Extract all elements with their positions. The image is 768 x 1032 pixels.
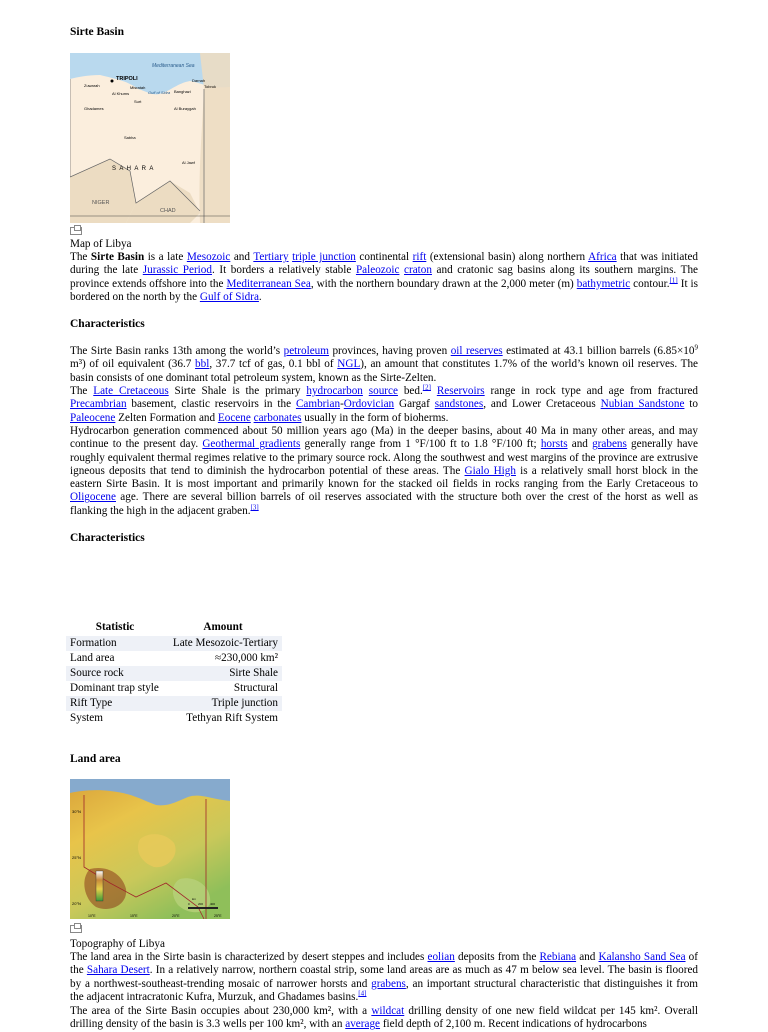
- text: basement, clastic reservoirs in the: [126, 398, 296, 411]
- scale-label: 0: [188, 902, 190, 906]
- section-heading-characteristics-2: Characteristics: [70, 532, 145, 544]
- text: to: [684, 398, 699, 411]
- link-cambrian[interactable]: Cambrian: [295, 398, 341, 411]
- table-cell: Formation: [66, 636, 164, 651]
- link-petroleum[interactable]: petroleum: [283, 345, 329, 357]
- text: , 37.7 tcf of gas, 0.1 bbl of: [209, 358, 338, 371]
- link-paleozoic[interactable]: Paleozoic: [355, 264, 400, 277]
- table-cell: Structural: [233, 681, 278, 694]
- link-reservoirs[interactable]: Reservoirs: [436, 385, 485, 397]
- text: -: [340, 398, 344, 411]
- paragraph-generation: [70, 425, 698, 518]
- text: Gargaf: [394, 398, 435, 411]
- map-label-darnah: Darnah: [192, 78, 206, 83]
- text: is a late: [144, 251, 187, 263]
- text: The: [70, 251, 91, 263]
- topo-lon-label: 15°E: [130, 914, 138, 918]
- map-label-chad: CHAD: [160, 208, 176, 214]
- link-oligocene[interactable]: Oligocene: [70, 491, 116, 504]
- link-precambrian[interactable]: Precambrian: [70, 398, 127, 411]
- link-horsts[interactable]: horsts: [540, 438, 568, 451]
- table-row: [66, 651, 282, 666]
- text: usually in the form of bioherms.: [301, 411, 449, 424]
- text: . In a relatively narrow, northern coastal strip, some land areas are as much as 47 m below sea level. The basin is floored by a northwest-southeast-trending mosaic of narrower horsts and: [70, 964, 699, 990]
- scale-label: 400: [210, 902, 216, 906]
- stats-table: [66, 620, 282, 726]
- scale-label: 200: [198, 902, 204, 906]
- page-title: Sirte Basin: [70, 26, 124, 38]
- text: m³) of oil equivalent (36.7: [70, 358, 196, 371]
- table-cell: Late Mesozoic-Tertiary: [164, 636, 282, 651]
- text: .: [258, 290, 262, 303]
- link-tertiary[interactable]: Tertiary: [253, 251, 289, 263]
- link-average[interactable]: average: [345, 1018, 381, 1031]
- table-cell: Rift Type: [66, 696, 164, 711]
- link-sahara[interactable]: Sahara Desert: [86, 964, 150, 977]
- text: field depth of 2,100 m. Recent indications of hydrocarbons: [380, 1018, 647, 1031]
- link-ordovician[interactable]: Ordovician: [343, 398, 395, 411]
- text: estimated at 43.1 billion barrels (6.85×10: [502, 345, 695, 357]
- link-ngl[interactable]: NGL: [337, 358, 361, 371]
- link-triple-junction[interactable]: triple junction: [292, 251, 356, 263]
- map-caption: Map of Libya: [70, 238, 132, 250]
- link-carbonates[interactable]: carbonates: [253, 411, 302, 424]
- link-eocene[interactable]: Eocene: [217, 411, 251, 424]
- link-mesozoic[interactable]: Mesozoic: [186, 251, 231, 263]
- text: generally have roughly equivalent thermal regimes relative to the primary source rock. Along the southwest and west margins of the province are extrusive igneous deposits that tend to diminish the hydrocarbon potential of these areas. The: [70, 438, 698, 477]
- text: ), an amount that constitutes 1.7% of the world’s known oil reserves. The basin consists of one dominant total petroleum system, known as the Sirte-Zelten.: [70, 358, 699, 384]
- bold-term: Sirte Basin: [90, 251, 145, 263]
- table-cell: Dominant trap style: [70, 681, 159, 694]
- map-label-niger: NIGER: [92, 200, 110, 206]
- link-sandstones[interactable]: sandstones: [434, 398, 484, 411]
- table-cell: System: [70, 711, 103, 724]
- topo-caption: Topography of Libya: [70, 938, 165, 950]
- paragraph-drilling: [70, 1005, 698, 1032]
- link-nubian-sandstone[interactable]: Nubian Sandstone: [600, 398, 685, 411]
- map-label-sabha: Sabha: [124, 135, 136, 140]
- topography-image: [70, 779, 230, 919]
- text: The: [70, 385, 94, 397]
- link-wildcat[interactable]: wildcat: [371, 1005, 405, 1017]
- link-jurassic[interactable]: Jurassic Period: [142, 264, 212, 277]
- map-label-sea: Mediterranean Sea: [152, 63, 195, 69]
- text: and cratonic sag basins along its southern margins. The province extends offshore into the: [70, 264, 698, 290]
- paragraph-source-rock: [70, 385, 698, 425]
- text: , an important structural characteristic that distinguishes it from the adjacent intracratonic Kufra, Murzuk, and Ghadames basins.: [70, 977, 698, 1003]
- text: Hydrocarbon generation commenced about 50 million years ago (Ma) in the deeper basins, about 40 Ma in many other areas, and may continue to the present day.: [70, 425, 698, 451]
- map-label-zuwarah: Zuwarah: [84, 83, 100, 88]
- topo-lon-label: 10°E: [88, 914, 96, 918]
- text: and: [567, 438, 593, 451]
- table-cell: Land area: [70, 651, 115, 664]
- text: (extensional basin) along northern: [426, 251, 589, 263]
- text: is a relatively small horst block in the eastern Sirte Basin. It is most important and primarily known for the stacked oil fields in rocks ranging from the Early Cretaceous to: [70, 464, 699, 491]
- map-label-tripoli: TRIPOLI: [116, 76, 138, 82]
- text: and: [230, 251, 254, 263]
- link-grabens[interactable]: grabens: [592, 438, 627, 451]
- topo-lon-label: 20°E: [172, 914, 180, 918]
- scale-unit: km: [192, 897, 196, 901]
- ref-link[interactable]: [3]: [250, 503, 259, 512]
- link-bbl[interactable]: bbl: [195, 358, 210, 371]
- link-africa[interactable]: Africa: [588, 251, 617, 263]
- link-paleocene[interactable]: Paleocene: [70, 411, 116, 424]
- table-row: [66, 696, 282, 711]
- text: The land area in the Sirte basin is characterized by desert steppes and includes: [70, 951, 428, 963]
- topo-lat-label: 25°N: [72, 855, 81, 860]
- map-label-al-jawf: Al Jawf: [182, 160, 195, 165]
- text: It is bordered on the north by the: [70, 277, 699, 303]
- text: range in rock type and age from fractured: [484, 385, 699, 397]
- table-cell: Triple junction: [164, 696, 282, 711]
- link-late-cretaceous[interactable]: Late Cretaceous: [93, 385, 169, 397]
- link-kalansho[interactable]: Kalansho Sand Sea: [598, 951, 686, 963]
- link-gialo-high[interactable]: Gialo High: [464, 464, 516, 477]
- topo-lat-label: 20°N: [72, 901, 81, 906]
- text: provinces, having proven: [328, 345, 451, 357]
- enlarge-icon[interactable]: [70, 925, 82, 933]
- link-gulf-of-sidra[interactable]: Gulf of Sidra: [199, 290, 259, 303]
- topo-lon-label: 25°E: [214, 914, 222, 918]
- map-label-al-khums: Al Khums: [112, 91, 130, 96]
- link-mediterranean[interactable]: Mediterranean Sea: [226, 277, 311, 290]
- link-hydrocarbon[interactable]: hydrocarbon: [306, 385, 363, 397]
- map-label-tobruk: Tobruk: [204, 84, 217, 89]
- table-header: Amount: [203, 621, 243, 634]
- intro-paragraph: [70, 251, 698, 304]
- text: , with the northern boundary drawn at the 2,000 meter (m): [310, 277, 577, 290]
- table-header-row: [66, 620, 282, 636]
- map-label-sahara: S A H A R A: [112, 166, 155, 172]
- link-oil-reserves[interactable]: oil reserves: [450, 345, 503, 357]
- ref-link[interactable]: [1]: [669, 275, 678, 284]
- link-eolian[interactable]: eolian: [427, 951, 455, 963]
- text: of the: [70, 951, 698, 977]
- link-geothermal-gradients[interactable]: Geothermal gradients: [202, 438, 301, 451]
- table-row: [66, 636, 282, 651]
- table-cell: Tethyan Rift System: [186, 711, 278, 724]
- table-cell: Source rock: [66, 666, 164, 681]
- text: bed.: [397, 385, 423, 397]
- text: The area of the Sirte Basin occupies about 230,000 km², with a: [70, 1005, 372, 1017]
- topo-lat-label: 30°N: [72, 809, 81, 814]
- text: and: [576, 951, 599, 963]
- link-rift[interactable]: rift: [412, 251, 427, 263]
- link-rebiana[interactable]: Rebiana: [539, 951, 577, 963]
- section-heading-land-area: Land area: [70, 753, 121, 765]
- section-heading-characteristics: Characteristics: [70, 318, 145, 330]
- ref-link[interactable]: [4]: [358, 989, 367, 998]
- paragraph-land-area: [70, 951, 698, 1004]
- superscript: 9: [694, 343, 698, 352]
- text: , and Lower Cretaceous: [483, 398, 601, 411]
- text: The Sirte Basin ranks 13th among the world’s: [70, 345, 284, 357]
- text: deposits from the: [454, 951, 540, 963]
- map-label-surt: Surt: [134, 99, 142, 104]
- map-label-ghadames: Ghadames: [84, 106, 104, 111]
- link-bathymetric[interactable]: bathymetric: [576, 277, 631, 290]
- text: generally range from 1 °F/100 ft to 1.8 °F/100 ft;: [300, 438, 541, 451]
- text: continental: [355, 251, 413, 263]
- map-libya-image: [70, 53, 230, 223]
- table-cell: Sirte Shale: [164, 666, 282, 681]
- text: that was initiated during the late: [70, 251, 699, 277]
- map-label-misratah: Misratah: [130, 85, 146, 90]
- paragraph-reserves: [70, 345, 698, 385]
- text: Zelten Formation and: [115, 411, 218, 424]
- map-label-al-buraygah: Al Buraygah: [174, 106, 196, 111]
- text: . It borders a relatively stable: [211, 264, 356, 277]
- text: drilling density of one new field wildcat per 145 km². Overall drilling density of the basin is 3.3 wells per 100 km², with an: [70, 1005, 698, 1031]
- map-label-banghazi: Banghazi: [174, 89, 191, 94]
- enlarge-icon[interactable]: [70, 227, 82, 235]
- map-label-gulf: Gulf of Sidra: [148, 90, 171, 95]
- table-row: [66, 711, 282, 726]
- link-source[interactable]: source: [368, 385, 398, 397]
- text: Sirte Shale is the primary: [168, 385, 307, 397]
- table-row: [66, 681, 282, 696]
- ref-link[interactable]: [2]: [422, 383, 431, 392]
- text: age. There are several billion barrels of oil reserves associated with the structure both over the crest of the horst as well as flanking the high in the adjacent graben.: [70, 491, 698, 517]
- table-header: Statistic: [95, 621, 135, 634]
- text: contour.: [630, 277, 670, 290]
- table-row: [66, 666, 282, 681]
- link-grabens[interactable]: grabens: [371, 977, 406, 990]
- link-craton[interactable]: craton: [404, 264, 432, 277]
- table-cell: ≈230,000 km²: [215, 651, 278, 664]
